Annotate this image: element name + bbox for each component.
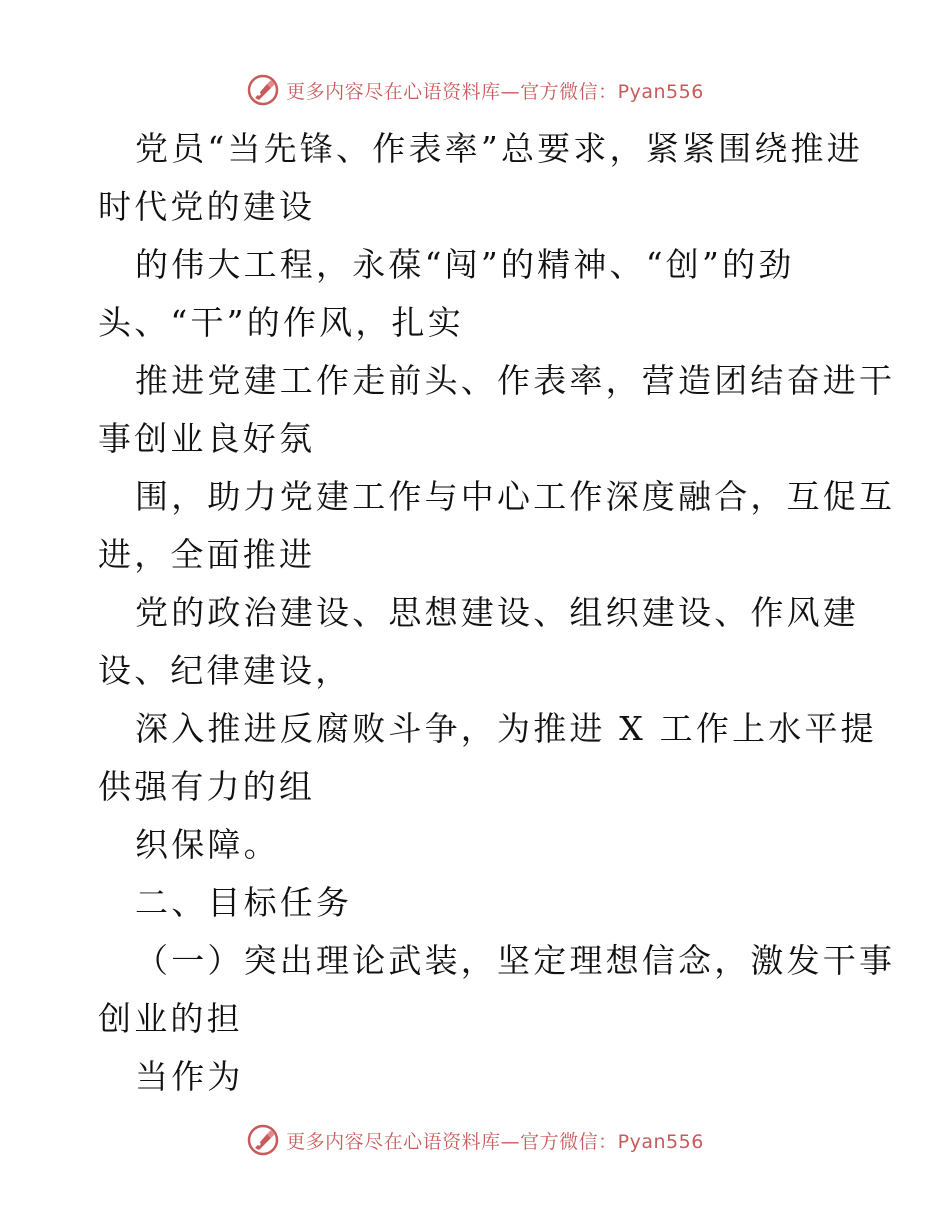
text-line: 深入推进反腐败斗争，为推进 X 工作上水平提 bbox=[135, 709, 877, 748]
text-line: 党员“当先锋、作表率”总要求，紧紧围绕推进 bbox=[135, 129, 863, 168]
pen-nib-logo-icon bbox=[246, 73, 280, 107]
watermark-text: 更多内容尽在心语资料库—官方微信：Pyan556 bbox=[286, 80, 704, 103]
text-line: 推进党建工作走前头、作表率，营造团结奋进干 bbox=[135, 361, 896, 400]
text-line: 党的政治建设、思想建设、组织建设、作风建 bbox=[135, 593, 859, 632]
text-line: 时代党的建设 bbox=[98, 187, 316, 226]
text-line: 当作为 bbox=[135, 1057, 244, 1096]
footer-watermark bbox=[0, 1120, 950, 1160]
text-line: 供强有力的组 bbox=[98, 767, 316, 806]
text-line: 头、“干”的作风，扎实 bbox=[98, 303, 464, 342]
document-body bbox=[98, 120, 896, 1106]
text-line: 织保障。 bbox=[135, 825, 280, 864]
section-heading: 二、目标任务 bbox=[135, 883, 353, 922]
text-line: 进，全面推进 bbox=[98, 535, 316, 574]
text-line: 事创业良好氛 bbox=[98, 419, 316, 458]
subsection-heading: （一）突出理论武装，坚定理想信念，激发干事 bbox=[135, 941, 896, 980]
header-watermark bbox=[0, 70, 950, 110]
text-line: 设、纪律建设， bbox=[98, 651, 352, 690]
pen-nib-logo-icon bbox=[246, 1123, 280, 1157]
text-line: 围，助力党建工作与中心工作深度融合，互促互 bbox=[135, 477, 896, 516]
text-line: 创业的担 bbox=[98, 999, 243, 1038]
text-line: 的伟大工程，永葆“闯”的精神、“创”的劲 bbox=[135, 245, 795, 284]
watermark-text: 更多内容尽在心语资料库—官方微信：Pyan556 bbox=[286, 1130, 704, 1153]
